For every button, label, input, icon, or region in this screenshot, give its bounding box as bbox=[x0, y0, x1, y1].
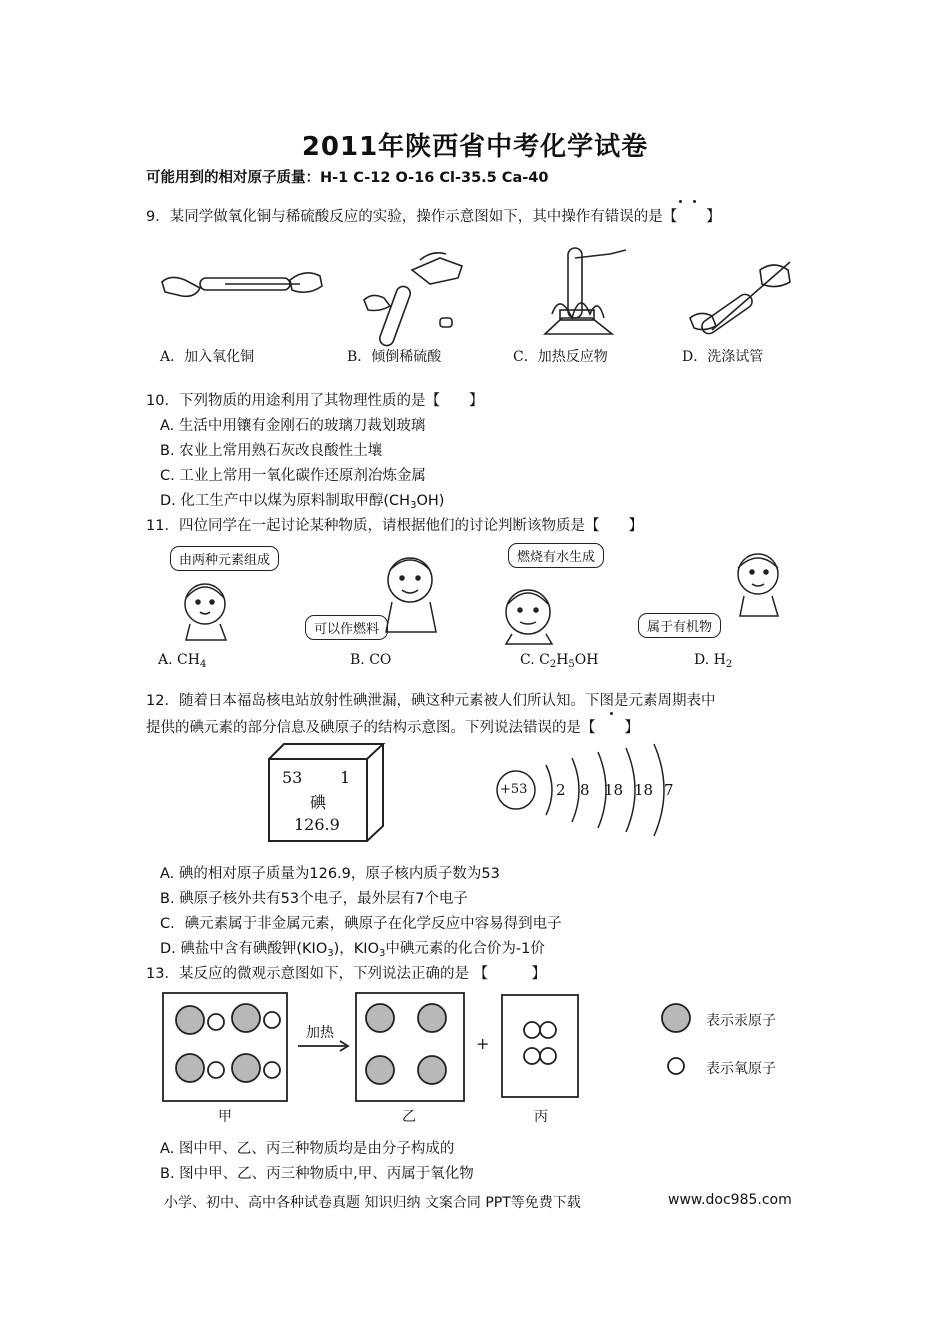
atomic-mass: 126.9 bbox=[294, 815, 340, 834]
shell-5: 7 bbox=[664, 781, 674, 799]
q13-reaction-diagram bbox=[0, 990, 950, 1110]
label-bing: 丙 bbox=[534, 1109, 548, 1125]
q10-option-b: B. 农业上常用熟石灰改良酸性土壤 bbox=[160, 443, 383, 459]
student-face-icon bbox=[738, 554, 778, 594]
q10-option-a: A. 生活中用镶有金刚石的玻璃刀裁划玻璃 bbox=[160, 418, 426, 434]
shell-2: 8 bbox=[580, 781, 590, 799]
element-valence: 1 bbox=[340, 768, 351, 787]
speech-bubble-1: 由两种元素组成 bbox=[170, 546, 279, 571]
oxygen-atom-icon bbox=[668, 1058, 684, 1074]
reagent-bottle bbox=[412, 258, 462, 284]
q9-caption-c: C．加热反应物 bbox=[513, 349, 608, 365]
label-yi: 乙 bbox=[402, 1109, 416, 1125]
bottle-stopper bbox=[440, 318, 452, 327]
legend-mercury: 表示汞原子 bbox=[706, 1013, 776, 1029]
page-title: 2011年陕西省中考化学试卷 bbox=[301, 132, 649, 162]
shell-4: 18 bbox=[634, 781, 654, 799]
hand-left-icon bbox=[162, 277, 200, 296]
q9-caption-a: A．加入氧化铜 bbox=[160, 349, 255, 365]
q12-option-d-mid: )，KIO bbox=[333, 941, 379, 957]
q12-stem-line2: 提供的碘元素的部分信息及碘原子的结构示意图。下列说法错误的是【 】 bbox=[146, 720, 639, 736]
q12-option-c: C．碘元素属于非金属元素，碘原子在化学反应中容易得到电子 bbox=[160, 916, 562, 932]
subscript: 3 bbox=[410, 500, 417, 511]
subscript: 4 bbox=[199, 659, 207, 670]
student-face-icon bbox=[388, 558, 432, 602]
q10-option-d bbox=[160, 491, 444, 516]
q9-caption-b: B．倾倒稀硫酸 bbox=[347, 349, 442, 365]
q11-option-c bbox=[520, 652, 598, 670]
footer-text: 小学、初中、高中各种试卷真题 知识归纳 文案合同 PPT等免费下载 bbox=[164, 1195, 581, 1211]
q9-illustrations bbox=[0, 240, 950, 370]
q11-option-c-text: C. C bbox=[520, 652, 550, 668]
q11-option-c-mid: H bbox=[556, 652, 569, 668]
speech-bubble-4: 属于有机物 bbox=[638, 613, 721, 638]
subscript: 2 bbox=[549, 659, 557, 670]
subscript: 3 bbox=[378, 948, 386, 959]
q11-students bbox=[0, 540, 950, 650]
hand-right-icon bbox=[290, 273, 322, 292]
box-bing bbox=[502, 995, 578, 1097]
q10-option-d-tail: OH) bbox=[416, 493, 445, 509]
q13-option-a: A. 图中甲、乙、丙三种物质均是由分子构成的 bbox=[160, 1141, 455, 1157]
q11-option-c-end: OH bbox=[574, 652, 599, 668]
emphasis-dot bbox=[679, 200, 682, 203]
q12-option-d bbox=[160, 939, 545, 964]
q10-option-d-text: D. 化工生产中以煤为原料制取甲醇(CH bbox=[160, 493, 411, 509]
mercury-atom-icon bbox=[662, 1004, 690, 1032]
q13-option-b: B. 图中甲、乙、丙三种物质中,甲、丙属于氧化物 bbox=[160, 1166, 474, 1182]
q11-option-d-text: D. H bbox=[694, 652, 726, 668]
legend-oxygen: 表示氧原子 bbox=[706, 1061, 776, 1077]
emphasis-dot bbox=[693, 200, 696, 203]
q10-option-c: C. 工业上常用一氧化碳作还原剂冶炼金属 bbox=[160, 468, 426, 484]
q12-option-a: A. 碘的相对原子质量为126.9，原子核内质子数为53 bbox=[160, 866, 500, 882]
q11-stem: 11．四位同学在一起讨论某种物质，请根据他们的讨论判断该物质是【 】 bbox=[146, 518, 643, 534]
q10-stem: 10．下列物质的用途利用了其物理性质的是【 】 bbox=[146, 393, 484, 409]
subscript: 3 bbox=[327, 948, 334, 959]
q11-option-b: B. CO bbox=[350, 652, 392, 668]
atomic-number: 53 bbox=[282, 768, 303, 787]
nucleus-charge: +53 bbox=[500, 782, 528, 797]
shell-3: 18 bbox=[604, 781, 624, 799]
element-name: 碘 bbox=[310, 793, 327, 812]
q11-option-a bbox=[158, 652, 206, 670]
emphasis-dot bbox=[610, 712, 613, 715]
subscript: 2 bbox=[725, 659, 733, 670]
footer-url[interactable]: www.doc985.com bbox=[668, 1192, 792, 1208]
arrow-label: 加热 bbox=[306, 1025, 334, 1041]
student-face-icon bbox=[506, 590, 550, 634]
q11-option-a-text: A. CH bbox=[158, 652, 200, 668]
label-jia: 甲 bbox=[218, 1109, 232, 1125]
speech-bubble-3: 燃烧有水生成 bbox=[508, 543, 604, 568]
q9-stem: 9．某同学做氧化铜与稀硫酸反应的实验，操作示意图如下，其中操作有错误的是【 】 bbox=[146, 209, 721, 225]
q12-option-d-text: D. 碘盐中含有碘酸钾(KIO bbox=[160, 941, 328, 957]
q11-option-d bbox=[694, 652, 732, 670]
speech-bubble-2: 可以作燃料 bbox=[305, 615, 388, 640]
shell-1: 2 bbox=[556, 781, 566, 799]
q12-option-d-tail: 中碘元素的化合价为-1价 bbox=[385, 941, 545, 957]
q13-stem: 13．某反应的微观示意图如下，下列说法正确的是 【 】 bbox=[146, 966, 547, 982]
student-face-icon bbox=[185, 584, 225, 624]
tilted-test-tube bbox=[378, 284, 412, 347]
heated-test-tube bbox=[568, 248, 582, 318]
q12-option-b: B. 碘原子核外共有53个电子，最外层有7个电子 bbox=[160, 891, 468, 907]
plus-sign: + bbox=[476, 1034, 490, 1053]
q12-stem-line1: 12．随着日本福岛核电站放射性碘泄漏，碘这种元素被人们所认知。下图是元素周期表中 bbox=[146, 693, 716, 709]
atomic-masses: 可能用到的相对原子质量：H-1 C-12 O-16 Cl-35.5 Ca-40 bbox=[146, 170, 549, 186]
q9-caption-d: D．洗涤试管 bbox=[682, 349, 764, 365]
subscript: 5 bbox=[568, 659, 575, 670]
